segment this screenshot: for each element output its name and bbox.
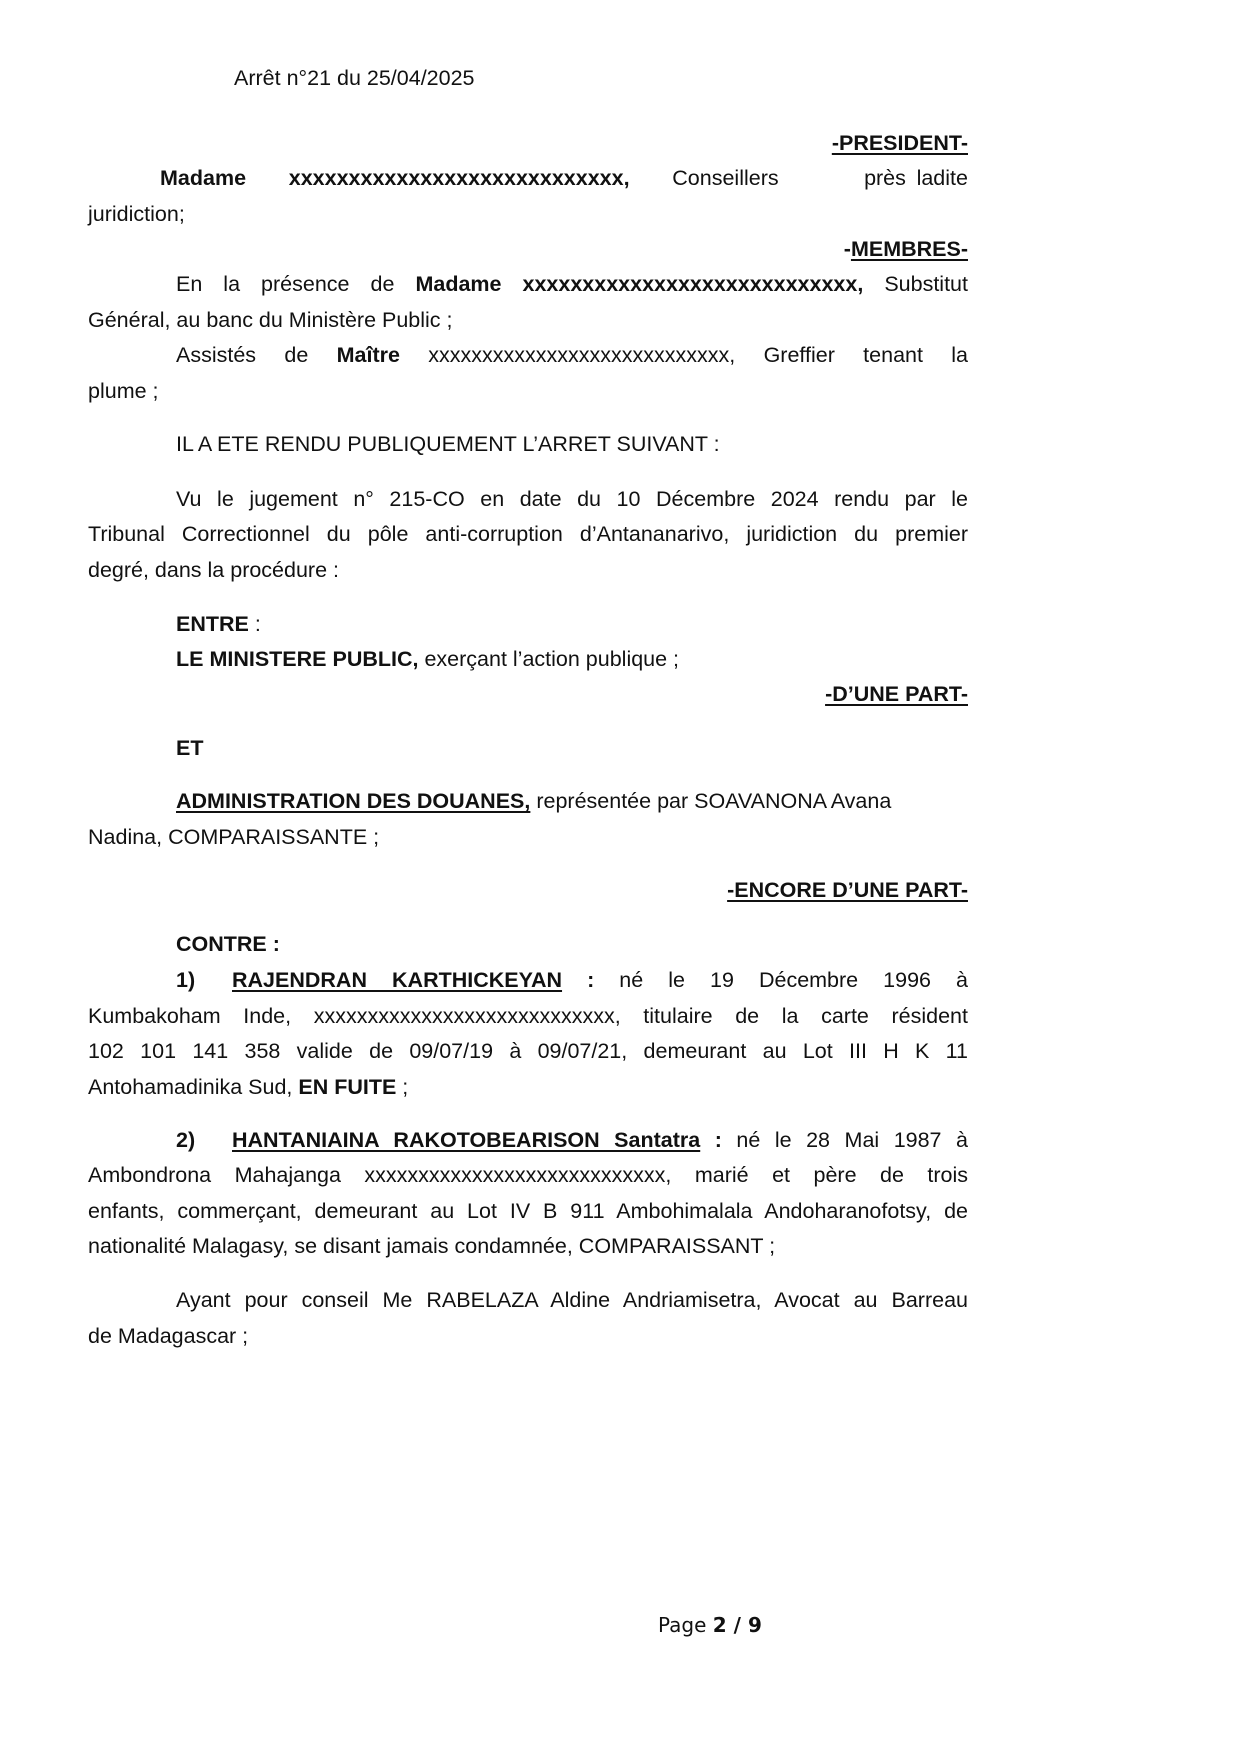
accused-1-line-3: 102 101 141 358 valide de 09/07/19 à 09/07/21, demeurant au Lot III H K 11 [88,1039,968,1063]
page-footer: Page 2 / 9 [658,1613,762,1637]
vu-line-3: degré, dans la procédure : [88,558,339,582]
ministere-cont: Général, au banc du Ministère Public ; [88,308,453,332]
accused-1-line: 1) RAJENDRAN KARTHICKEYAN : né le 19 Décembre 1996 à [176,968,968,992]
encore-label: -ENCORE D’UNE PART- [727,878,968,902]
d-une-part-label: -D’UNE PART- [825,682,968,706]
douanes-line: ADMINISTRATION DES DOUANES, représentée par SOAVANONA Avana [176,789,892,813]
conseil-cont: de Madagascar ; [88,1324,249,1348]
douanes-cont: Nadina, COMPARAISSANTE ; [88,825,380,849]
entre-line: ENTRE : [176,612,261,636]
accused-2-line: 2) HANTANIAINA RAKOTOBEARISON Santatra : né le 28 Mai 1987 à [176,1128,968,1152]
document-header: Arrêt n°21 du 25/04/2025 [234,66,475,90]
vu-line-1: Vu le jugement n° 215-CO en date du 10 Décembre 2024 rendu par le [176,487,968,511]
membres-label: -MEMBRES- [843,237,968,261]
page-total: 9 [747,1613,762,1637]
conseil-line: Ayant pour conseil Me RABELAZA Aldine Andriamisetra, Avocat au Barreau [176,1288,968,1312]
vu-line-2: Tribunal Correctionnel du pôle anti-corruption d’Antananarivo, juridiction du premier [88,522,968,546]
greffier-line: Assistés de Maître xxxxxxxxxxxxxxxxxxxxxxxxxxxx, Greffier tenant la [176,343,969,367]
accused-2-line-2: Ambondrona Mahajanga xxxxxxxxxxxxxxxxxxxxxxxxxxxx, marié et père de trois [88,1163,968,1187]
contre-line: CONTRE : [176,932,280,956]
president-cont: juridiction; [88,202,185,226]
greffier-cont: plume ; [88,379,159,403]
accused-2-line-3: enfants, commerçant, demeurant au Lot IV B 911 Ambohimalala Andoharanofotsy, de [88,1199,968,1223]
president-line: Madame xxxxxxxxxxxxxxxxxxxxxxxxxxxx, Conseillers près ladite [160,166,968,190]
page-number: 2 [712,1613,727,1637]
accused-1-line-2: Kumbakoham Inde, xxxxxxxxxxxxxxxxxxxxxxxxxxxx, titulaire de la carte résident [88,1004,968,1028]
accused-1-line-4: Antohamadinika Sud, EN FUITE ; [88,1075,409,1099]
president-label: -PRESIDENT- [831,131,968,155]
rendu-line: IL A ETE RENDU PUBLIQUEMENT L’ARRET SUIVANT : [176,432,720,456]
ministere-line: En la présence de Madame xxxxxxxxxxxxxxxxxxxxxxxxxxxx, Substitut [176,272,968,296]
et-line: ET [176,736,204,760]
accused-2-line-4: nationalité Malagasy, se disant jamais condamnée, COMPARAISSANT ; [88,1234,776,1258]
ministere-public-line: LE MINISTERE PUBLIC, exerçant l’action publique ; [176,647,680,671]
